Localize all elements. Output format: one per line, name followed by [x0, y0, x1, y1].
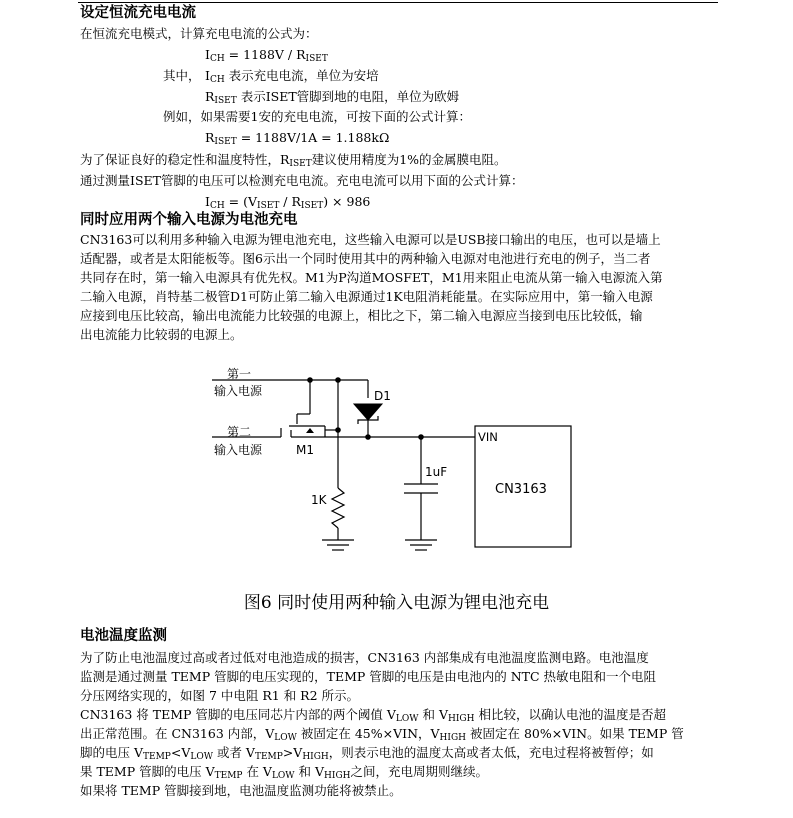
paragraph-line: 出电流能力比较弱的电源上。: [80, 327, 243, 342]
paragraph-line: CN3163 将 TEMP 管脚的电压同芯片内部的两个阈值 $V_{LOW}$ 和 $V_{HIGH}$ 相比较，以确认电池的温度是否超: [80, 707, 666, 724]
paragraph-line: 共同存在时，第一输入电源具有优先权。M1为P沟道MOSFET，M1用来阻止电流从第一输入电源流入第: [80, 270, 663, 285]
section-heading-dual-input: 同时应用两个输入电源为电池充电: [80, 212, 298, 228]
formula-riset: $R_{ISET} = 1188V/1A = 1.188k\Omega$: [205, 130, 390, 147]
section-heading-charge-current: 设定恒流充电电流: [80, 5, 196, 21]
label-input1-line1: 第一: [227, 367, 252, 381]
paragraph-line: CN3163可以利用多种输入电源为锂电池充电，这些输入电源可以是USB接口输出的电压，也可以是墙上: [80, 232, 661, 247]
label-d1: D1: [374, 389, 391, 403]
paragraph-line: 果 TEMP 管脚的电压 $V_{TEMP}$ 在 $V_{LOW}$ 和 $V_{HIGH}$之间，充电周期则继续。: [80, 764, 489, 781]
label-capacitor: 1uF: [425, 465, 448, 479]
paragraph-line: 应接到电压比较高，输出电流能力比较强的电源上，相比之下，第二输入电源应当接到电压比较低，输: [80, 308, 643, 323]
label-input1-line2: 输入电源: [214, 384, 263, 398]
example-text: 例如，如果需要1安的充电电流，可按下面的公式计算：: [163, 109, 471, 124]
label-resistor: 1K: [311, 493, 327, 507]
intro-text: 在恒流充电模式，计算充电电流的公式为：: [80, 26, 318, 41]
label-input2-line2: 输入电源: [214, 443, 263, 457]
label-vin: VIN: [478, 430, 498, 444]
where-ich: $I_{CH}$ 表示充电电流，单位为安培: [205, 68, 379, 85]
paragraph-line: 分压网络实现的，如图 7 中电阻 R1 和 R2 所示。: [80, 688, 360, 703]
paragraph-line: 脚的电压 $V_{TEMP}<V_{LOW}$ 或者 $V_{TEMP}>V_{HIGH}$，则表示电池的温度太高或者太低，充电过程将被暂停；如: [80, 745, 654, 762]
where-riset: $R_{ISET}$ 表示ISET管脚到地的电阻，单位为欧姆: [205, 89, 460, 106]
precision-note: 为了保证良好的稳定性和温度特性，$R_{ISET}$建议使用精度为1%的金属膜电阻。: [80, 152, 507, 169]
paragraph-line: 适配器，或者是太阳能板等。图6示出一个同时使用其中的两种输入电源对电池进行充电的例子，当二者: [80, 251, 651, 266]
paragraph-line: 为了防止电池温度过高或者过低对电池造成的损害，CN3163 内部集成有电池温度监测电路。电池温度: [80, 650, 649, 665]
formula-ich: $I_{CH} = 1188V / R_{ISET}$: [205, 47, 328, 64]
paragraph-line: 二输入电源，肖特基二极管D1可防止第二输入电源通过1K电阻消耗能量。在实际应用中，第一输入电源: [80, 289, 653, 304]
section-heading-temp-monitor: 电池温度监测: [80, 628, 167, 644]
paragraph-line: 出正常范围。在 CN3163 内部，$V_{LOW}$ 被固定在 45%×VIN，$V_{HIGH}$ 被固定在 80%×VIN。如果 TEMP 管: [80, 726, 684, 743]
label-chip: CN3163: [495, 482, 547, 497]
figure-caption: 图6 同时使用两种输入电源为锂电池充电: [243, 593, 550, 613]
where-label: 其中，: [163, 68, 201, 83]
label-input2-line1: 第二: [227, 425, 252, 439]
paragraph-line: 如果将 TEMP 管脚接到地，电池温度监测功能将被禁止。: [80, 783, 402, 798]
formula-measure: $I_{CH} = (V_{ISET} / R_{ISET}) \times 986$: [205, 194, 371, 211]
measure-text: 通过测量ISET管脚的电压可以检测充电电流。充电电流可以用下面的公式计算：: [80, 173, 524, 188]
temp-paragraph: [80, 648, 720, 800]
label-m1: M1: [296, 443, 314, 457]
paragraph-line: 监测是通过测量 TEMP 管脚的电压实现的，TEMP 管脚的电压是由电池内的 NTC 热敏电阻和一个电阻: [80, 669, 657, 684]
